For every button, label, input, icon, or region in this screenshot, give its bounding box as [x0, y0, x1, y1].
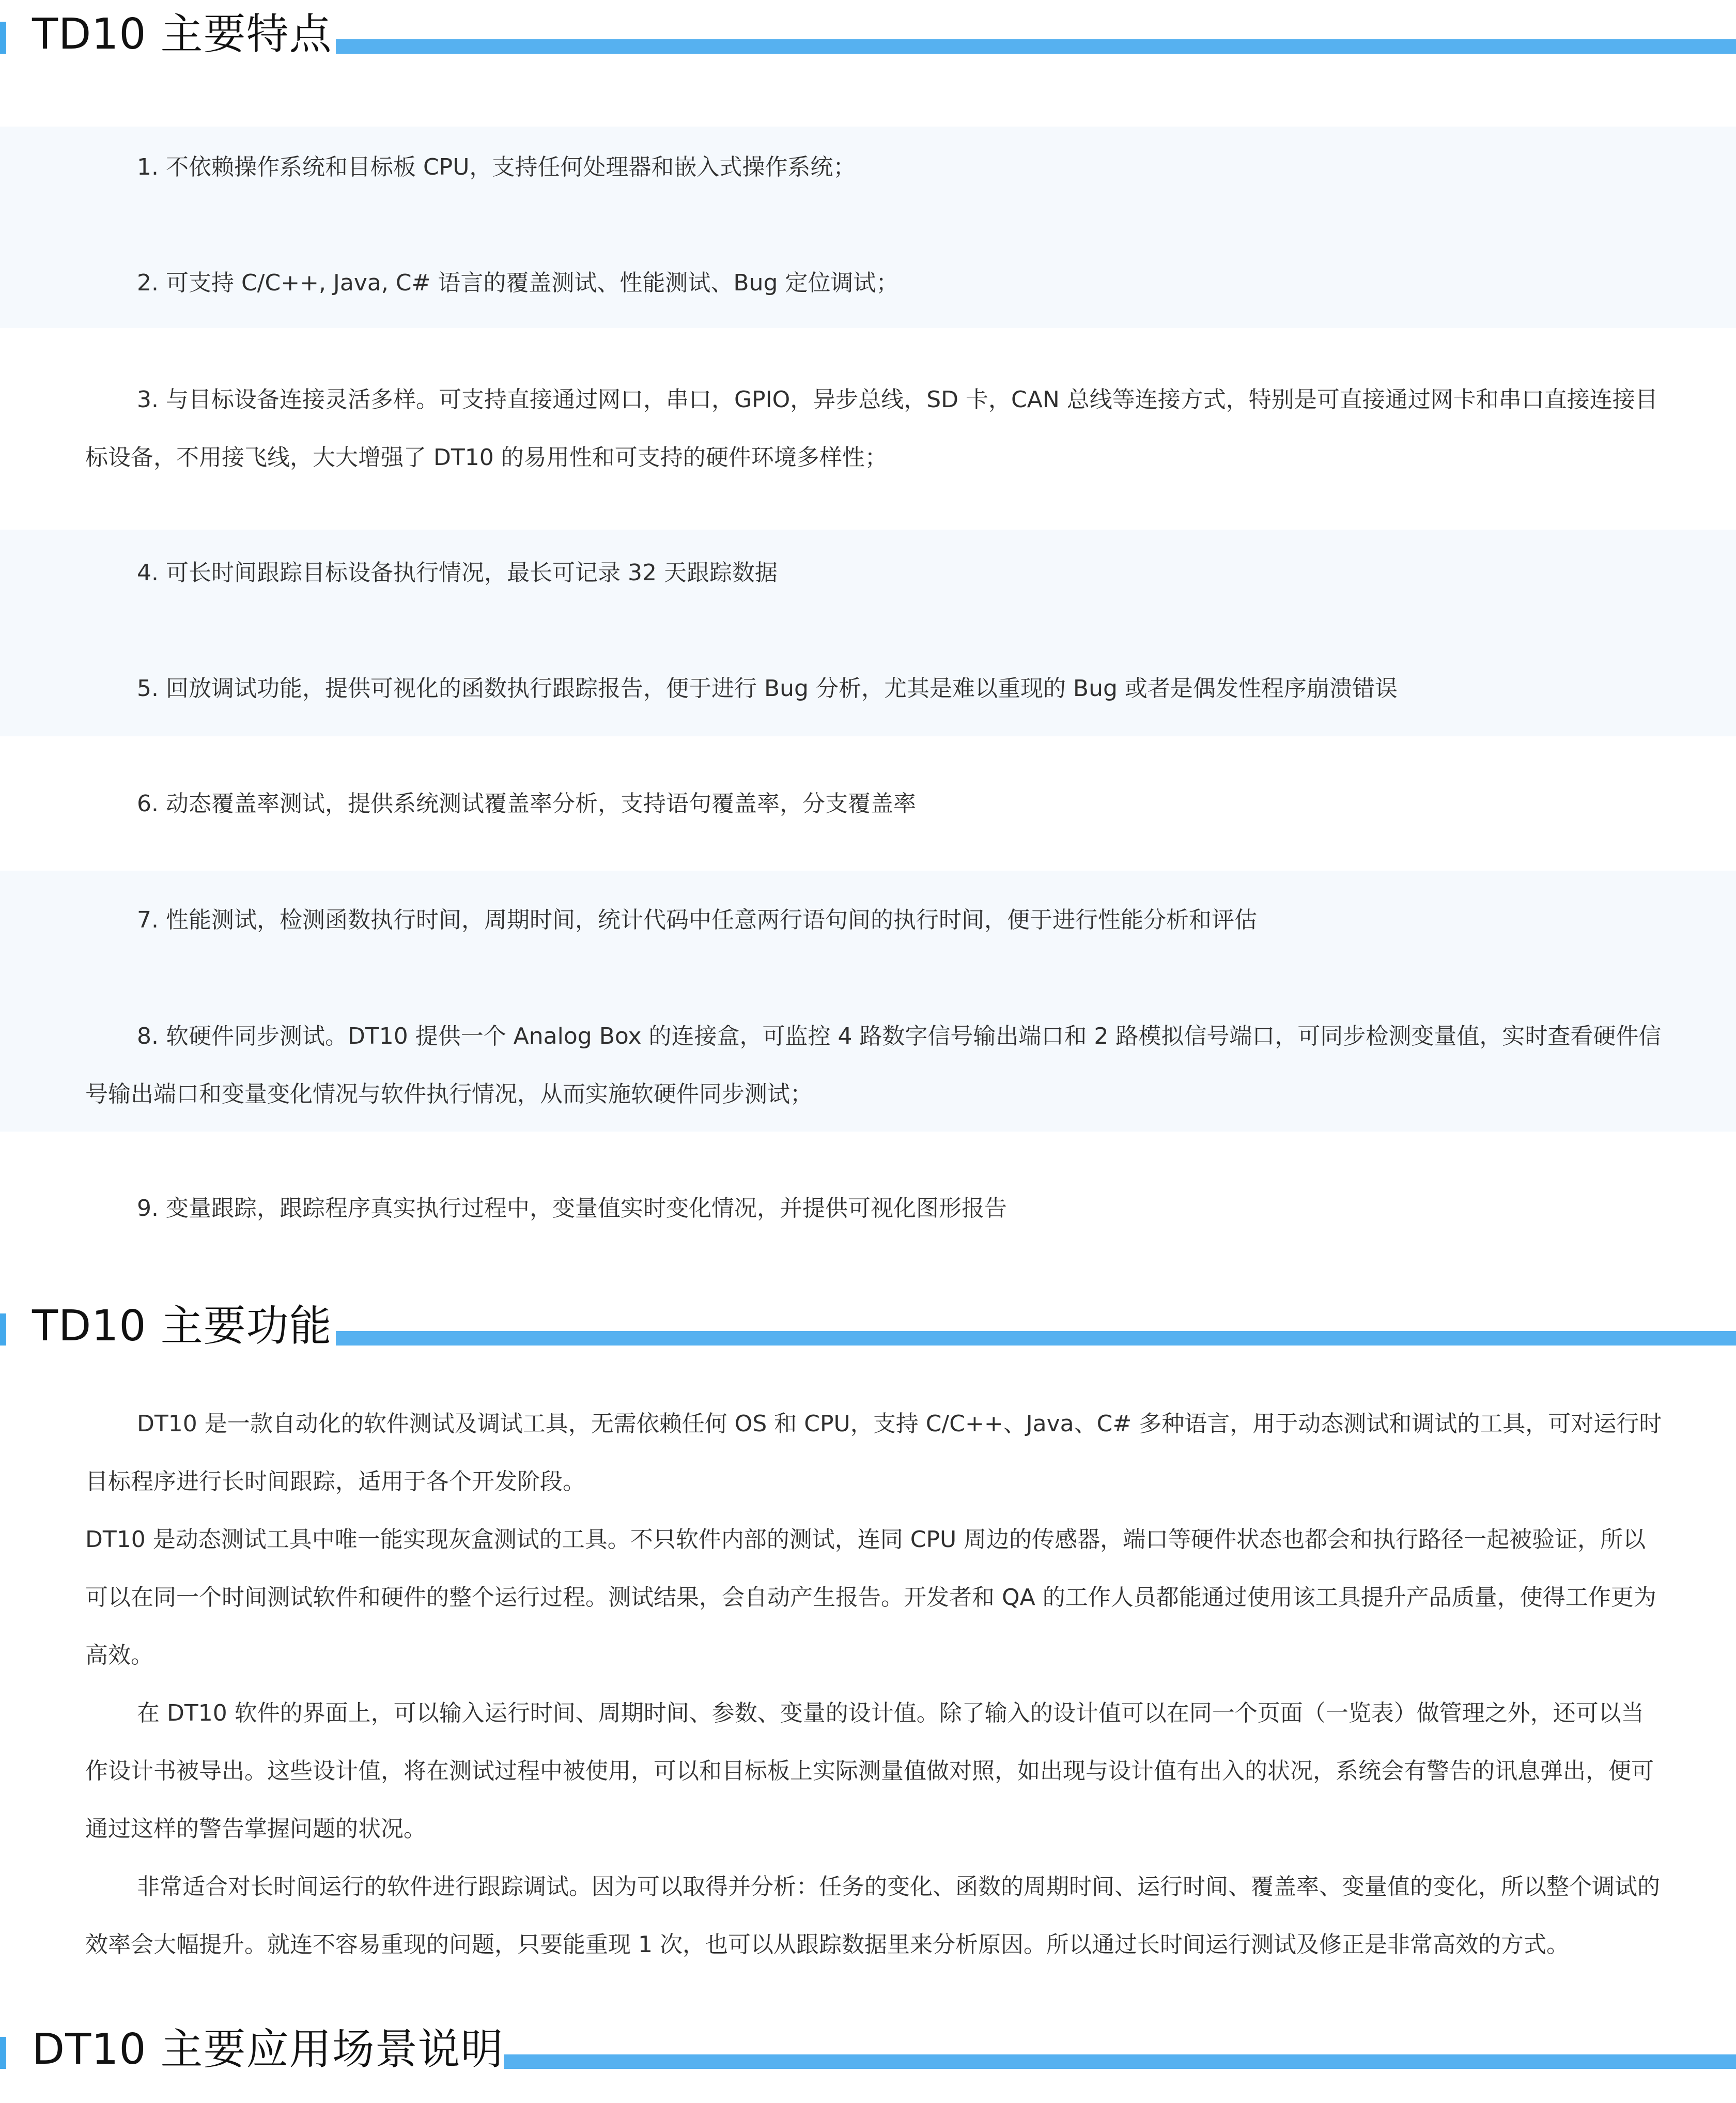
feature-item: 1. 不依赖操作系统和目标板 CPU，支持任何处理器和嵌入式操作系统； — [137, 154, 856, 180]
function-paragraph: DT10 是一款自动化的软件测试及调试工具，无需依赖任何 OS 和 CPU，支持 C/C++、Java、C# 多种语言，用于动态测试和调试的工具，可对运行时目标程序进行长时间跟踪，适用于各个开发阶段。 — [85, 1411, 1662, 1495]
section-title-functions: TD10 主要功能 — [32, 1302, 332, 1351]
header-rule — [336, 39, 1736, 54]
feature-item: 8. 软硬件同步测试。DT10 提供一个 Analog Box 的连接盒，可监控 4 路数字信号输出端口和 2 路模拟信号端口，可同步检测变量值，实时查看硬件信号输出端口和变量变化情况与软件执行情况，从而实施软硬件同步测试； — [85, 1023, 1662, 1107]
header-rule — [504, 2054, 1736, 2069]
function-paragraph: DT10 是动态测试工具中唯一能实现灰盒测试的工具。不只软件内部的测试，连同 CPU 周边的传感器，端口等硬件状态也都会和执行路径一起被验证，所以可以在同一个时间测试软件和硬件的整个运行过程。测试结果，会自动产生报告。开发者和 QA 的工作人员都能通过使用该工具提升产品质量，使得工作更为高效。 — [85, 1526, 1656, 1668]
section-header-functions — [0, 1292, 1736, 1359]
feature-item: 5. 回放调试功能，提供可视化的函数执行跟踪报告，便于进行 Bug 分析，尤其是难以重现的 Bug 或者是偶发性程序崩溃错误 — [137, 675, 1398, 702]
feature-item: 4. 可长时间跟踪目标设备执行情况，最长可记录 32 天跟踪数据 — [137, 560, 778, 586]
section-title-features: TD10 主要特点 — [32, 10, 332, 59]
feature-item: 9. 变量跟踪，跟踪程序真实执行过程中，变量值实时变化情况，并提供可视化图形报告 — [137, 1195, 1007, 1221]
feature-item: 6. 动态覆盖率测试，提供系统测试覆盖率分析，支持语句覆盖率，分支覆盖率 — [137, 791, 916, 817]
header-accent-bar — [0, 1313, 6, 1346]
function-paragraph: 在 DT10 软件的界面上，可以输入运行时间、周期时间、参数、变量的设计值。除了输入的设计值可以在同一个页面（一览表）做管理之外，还可以当作设计书被导出。这些设计值，将在测试过程中被使用，可以和目标板上实际测量值做对照，如出现与设计值有出入的状况，系统会有警告的讯息弹出，便可通过这样的警告掌握问题的状况。 — [85, 1700, 1654, 1842]
section-title-scenarios: DT10 主要应用场景说明 — [32, 2025, 504, 2074]
feature-item: 3. 与目标设备连接灵活多样。可支持直接通过网口，串口，GPIO，异步总线，SD 卡，CAN 总线等连接方式，特别是可直接通过网卡和串口直接连接目标设备，不用接飞线，大大增强了 DT10 的易用性和可支持的硬件环境多样性； — [85, 386, 1658, 471]
section-header-features — [0, 0, 1736, 67]
header-rule — [336, 1331, 1736, 1346]
feature-item: 2. 可支持 C/C++, Java, C# 语言的覆盖测试、性能测试、Bug 定位调试； — [137, 270, 899, 296]
header-accent-bar — [0, 22, 6, 54]
section-header-scenarios — [0, 2015, 1736, 2082]
function-paragraph: 非常适合对长时间运行的软件进行跟踪调试。因为可以取得并分析：任务的变化、函数的周期时间、运行时间、覆盖率、变量值的变化，所以整个调试的效率会大幅提升。就连不容易重现的问题，只要能重现 1 次，也可以从跟踪数据里来分析原因。所以通过长时间运行测试及修正是非常高效的方式。 — [85, 1874, 1660, 1958]
header-accent-bar — [0, 2037, 6, 2069]
feature-item: 7. 性能测试，检测函数执行时间，周期时间，统计代码中任意两行语句间的执行时间，便于进行性能分析和评估 — [137, 907, 1257, 933]
